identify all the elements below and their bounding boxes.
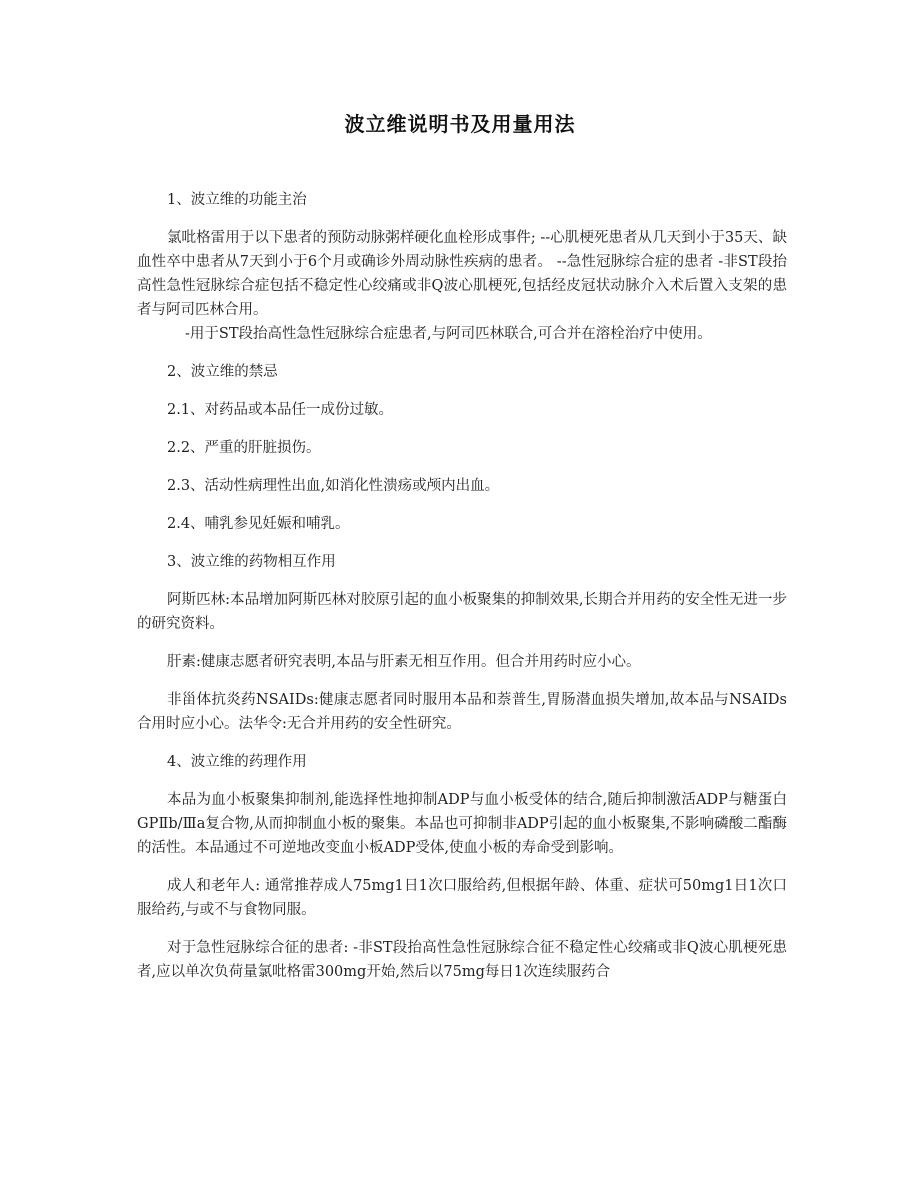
document-body: [137, 188, 787, 998]
contraindication-item-2: 2.2、严重的肝脏损伤。: [167, 440, 321, 456]
paragraph-indications: 氯吡格雷用于以下患者的预防动脉粥样硬化血栓形成事件; --心肌梗死患者从几天到小于35天、缺血性卒中患者从7天到小于6个月或确诊外周动脉性疾病的患者。 --急性冠脉综合症的患者 -非ST段抬高性急性冠脉综合症包括不稳定性心绞痛或非Q波心肌梗死,包括经皮冠状动脉介入术后置入支架的患者与阿司匹林合用。: [137, 230, 787, 318]
section-heading-contraindications: 2、波立维的禁忌: [167, 364, 278, 380]
paragraph-aspirin: 阿斯匹林:本品增加阿斯匹林对胶原引起的血小板聚集的抑制效果,长期合并用药的安全性无进一步的研究资料。: [137, 592, 787, 632]
paragraph-mechanism: 本品为血小板聚集抑制剂,能选择性地抑制ADP与血小板受体的结合,随后抑制激活ADP与糖蛋白GPⅡb/Ⅲa复合物,从而抑制血小板的聚集。本品也可抑制非ADP引起的血小板聚集,不影响磷酸二酯酶的活性。本品通过不可逆地改变血小板ADP受体,使血小板的寿命受到影响。: [137, 792, 787, 856]
contraindication-item-1: 2.1、对药品或本品任一成份过敏。: [167, 402, 394, 418]
paragraph-indications-stemi: -用于ST段抬高性急性冠脉综合症患者,与阿司匹林联合,可合并在溶栓治疗中使用。: [185, 326, 712, 342]
section-heading-interactions: 3、波立维的药物相互作用: [167, 554, 336, 570]
document-title: 波立维说明书及用量用法: [344, 112, 576, 136]
paragraph-acs-dosage: 对于急性冠脉综合征的患者: -非ST段抬高性急性冠脉综合征不稳定性心绞痛或非Q波心肌梗死患者,应以单次负荷量氯吡格雷300mg开始,然后以75mg每日1次连续服药合: [137, 940, 787, 980]
contraindication-item-4: 2.4、哺乳参见妊娠和哺乳。: [167, 516, 350, 532]
section-heading-pharmacology: 4、波立维的药理作用: [167, 754, 307, 770]
contraindication-item-3: 2.3、活动性病理性出血,如消化性溃疡或颅内出血。: [167, 478, 500, 494]
paragraph-heparin: 肝素:健康志愿者研究表明,本品与肝素无相互作用。但合并用药时应小心。: [167, 654, 641, 670]
paragraph-nsaids: 非甾体抗炎药NSAIDs:健康志愿者同时服用本品和萘普生,胃肠潜血损失增加,故本品与NSAIDs合用时应小心。法华令:无合并用药的安全性研究。: [137, 692, 787, 732]
section-heading-functions: 1、波立维的功能主治: [167, 192, 307, 208]
paragraph-adult-dosage: 成人和老年人: 通常推荐成人75mg1日1次口服给药,但根据年龄、体重、症状可50mg1日1次口服给药,与或不与食物同服。: [137, 878, 787, 918]
